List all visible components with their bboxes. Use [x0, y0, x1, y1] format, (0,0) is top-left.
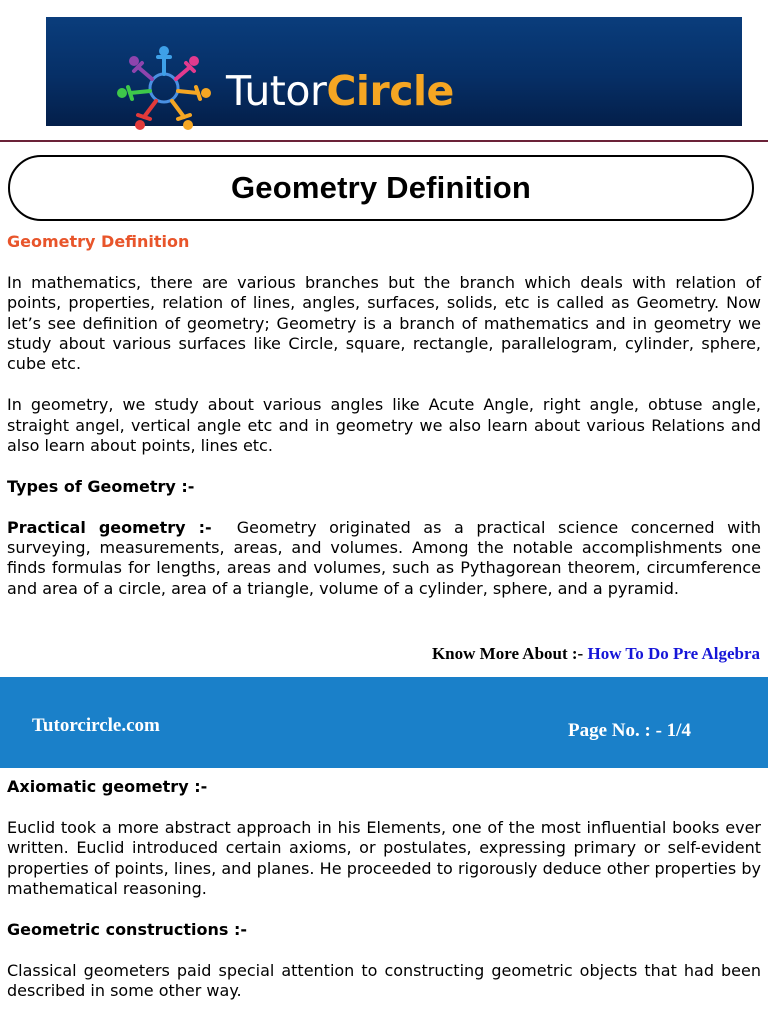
know-more	[432, 644, 760, 664]
section-one	[7, 232, 761, 599]
paragraph-intro: In mathematics, there are various branches but the branch which deals with relation of points, properties, relation of lines, angles, surfaces, solids, etc is called as Geometry. Now let’s see definition of geometry; Geometry is a branch of mathematics and in geometry we study about various surfaces like Circle, square, rectangle, parallelogram, cylinder, sphere, cube etc.	[7, 272, 761, 374]
tutorcircle-logo-icon	[114, 45, 214, 131]
logo-circle: Circle	[326, 67, 454, 115]
section-two	[7, 777, 761, 1001]
title-box	[8, 155, 754, 221]
footer-page-number: Page No. : - 1/4	[568, 720, 691, 741]
practical-text: Geometry originated as a practical science concerned with surveying, measurements, areas, and volumes. Among the notable accomplishments one finds formulas for lengths, areas and volumes, such as Pythagorean theorem, circumference and area of a circle, area of a triangle, volume of a cylinder, sphere, and a pyramid.	[7, 517, 762, 598]
know-more-link[interactable]: How To Do Pre Algebra	[587, 644, 760, 663]
paragraph-constructions: Classical geometers paid special attention to constructing geometric objects that had been described in some other way.	[7, 960, 761, 1001]
axiomatic-heading: Axiomatic geometry :-	[7, 777, 208, 796]
header-banner	[46, 17, 742, 126]
header-divider	[0, 140, 768, 142]
know-more-label: Know More About :-	[431, 644, 584, 663]
logo-wordmark	[226, 63, 454, 119]
paragraph-angles: In geometry, we study about various angles like Acute Angle, right angle, obtuse angle, straight angel, vertical angle etc and in geometry we also learn about various Relations and also learn about points, lines etc.	[7, 395, 761, 456]
section-subhead: Geometry Definition	[7, 232, 190, 251]
footer-site: Tutorcircle.com	[32, 715, 160, 736]
types-heading: Types of Geometry :-	[7, 476, 195, 496]
page-title: Geometry Definition	[230, 170, 532, 205]
page-footer	[0, 677, 768, 768]
paragraph-axiomatic: Euclid took a more abstract approach in his Elements, one of the most influential books ever written. Euclid introduced certain axioms, or postulates, expressing primary or self-evident properties of points, lines, and planes. He proceeded to rigorously deduce other properties by mathematical reasoning.	[7, 817, 761, 899]
practical-label: Practical geometry :-	[7, 517, 212, 537]
paragraph-practical	[7, 518, 761, 600]
constructions-heading: Geometric constructions :-	[7, 919, 248, 939]
logo-tutor: Tutor	[226, 67, 327, 115]
